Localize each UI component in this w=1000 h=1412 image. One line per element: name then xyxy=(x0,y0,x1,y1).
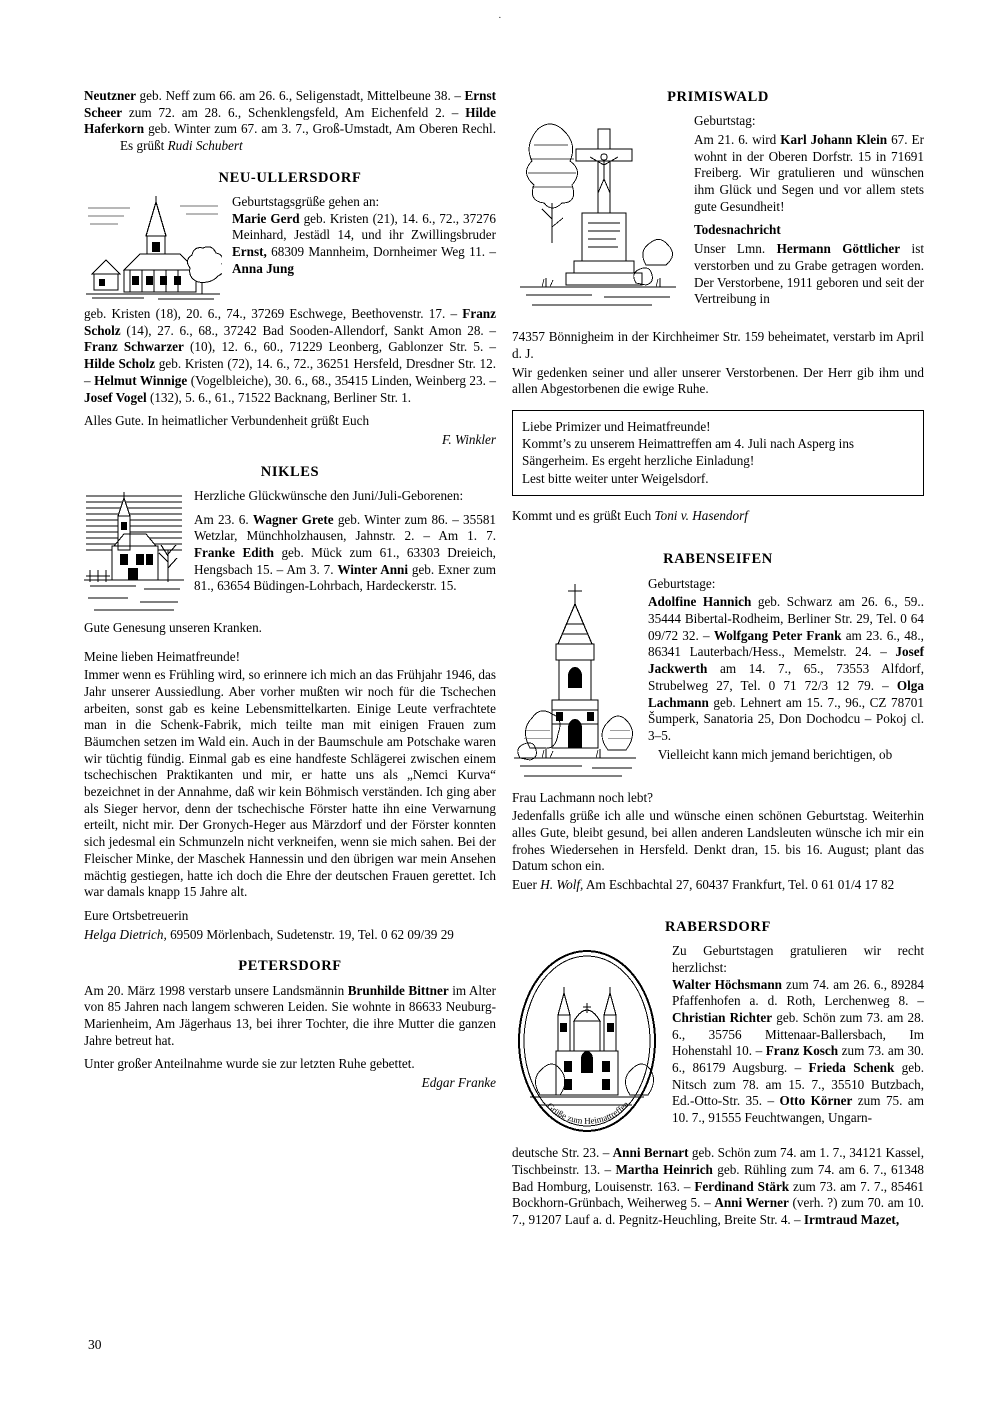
invitation-line-3: Lest bitte weiter unter Weigelsdorf. xyxy=(522,470,709,486)
oval-church-emblem-illustration xyxy=(512,945,662,1143)
invitation-line-2: Kommt’s zu unserem Heimattreffen am 4. Juli nach Asperg ins Sängerheim. Es ergeht herzliche Einladung! xyxy=(522,436,855,469)
primiswald-body: 74357 Bönnigheim in der Kirchheimer Str. 159 beheimatet, verstarb im April d. J. xyxy=(512,329,924,362)
primiswald-closing-name: Toni v. Hasendorf xyxy=(654,507,748,523)
rabenseifen-wrap-block xyxy=(512,576,924,790)
rabenseifen-sub: Geburtstage: xyxy=(648,575,716,591)
petersdorf-body2: Unter großer Anteilnahme wurde sie zur letzten Ruhe gebettet. xyxy=(84,1056,415,1072)
rabersdorf-body: deutsche Str. 23. – Anni Bernart geb. Schön zum 74. am 1. 7., 34121 Kassel, Tischbeinstr. 13. – Martha Heinrich geb. Rühling zum 74. am 6. 7., 61348 Bad Homburg, Louisenstr. 163. – Ferdinand Stärk zum 73. am 7. 7., 85461 Bockhorn-Grünbach, Weiherweg 5. – Anni Werner (verh. ?) zum 70. am 10. 7., 91207 Lauf a. d. Pegnitz-Heuchling, Breite Str. 4. – Irmtraud Mazet, xyxy=(512,1145,925,1227)
page-number: 30 xyxy=(88,1337,102,1352)
section-heading-petersdorf: PETERSDORF xyxy=(238,958,342,975)
petersdorf-body: Am 20. März 1998 verstarb unsere Landsmännin Brunhilde Bittner im Alter von 85 Jahren nach langem schweren Leiden. Sie wohnte in 86633 Neuburg-Marienheim, Am Jägerhaus 13, bei ihrer Tochter, die ihre Mutter die ganzen Jahre betreut hat. xyxy=(84,982,496,1048)
primiswald-body2: Wir gedenken seiner und aller unserer Verstorbenen. Der Herr gib ihm und allen Abgestorbenen die ewige Ruhe. xyxy=(512,364,924,397)
nikles-wrap-text: Herzliche Glückwünsche den Juni/Juli-Geborenen: xyxy=(194,487,464,503)
nikles-letter-body: Immer wenn es Frühling wird, so erinnere ich mich an das Frühjahr 1946, das Jahr unserer Aussiedlung. Aber vorher mußten wir noch für die Tschechen arbeiten, sonst gab es keine Lebensmittelkarten. Einige Leute verfrachtete man in die Schenk-Fabrik, mich teilte man mit einigen Frauen zum Bäumchen setzen im Wald ein. Auch in der Baumschule am Potschake waren wir tüchtig fündig. Einmal gab es eine handfeste Schlägerei zwischen einem tschechischen Praktikanten und mir, er hatte uns als „Nemci Kurva“ bezeichnet in der Annahme, daß wir kein Böhmisch verständen. Ich ging aber als Sieger hervor, denn der tschechische Förster hatte ihn eine Verwarnung erteilt, nicht mir. Der Gronych-Heger aus Märzdorf und der Förster konnten sich jedesmal ein Schmunzeln nicht verkneifen, wenn sie mich sahen. Bei der Fleischer Minke, der Maschek Hannessin und den übrigen war mein Ansehen mächtig gestiegen, hatte ich doch die Ehre der deutschen Frauen gerettet. Ich war damals knapp 15 Jahre alt. xyxy=(84,667,496,900)
section-heading-neu-ullersdorf: NEU-ULLERSDORF xyxy=(218,169,362,186)
petersdorf-signature: Edgar Franke xyxy=(421,1075,496,1091)
neu-ullersdorf-wrap-text: Geburtstagsgrüße gehen an: Marie Gerd geb. Kristen (21), 14. 6., 72., 37276 Meinhard, Jestädl 14, und ihr Zwillingsbruder Ernst, 68309 Mannheim, Dornheimer Weg 11. – Anna Jung xyxy=(232,194,496,276)
primiswald-sub2-text: Todesnachricht xyxy=(694,222,781,238)
neu-ullersdorf-closing: Alles Gute. In heimatlicher Verbundenheit grüßt Euch xyxy=(84,413,370,429)
rabenseifen-body2: Jedenfalls grüße ich alle und wünsche einen schönen Geburtstag. Weiterhin alles Gute, bleibt gesund, bei allen anderen Landsleuten wünsche ich mir ein frohes Wiedersehen in Hersfeld. Denkt dran, 15. bis 16. August; plant das Datum schon ein. xyxy=(512,808,924,874)
primiswald-wrap-block xyxy=(512,113,924,329)
intro-text: Neutzner geb. Neff zum 66. am 26. 6., Seligenstadt, Mittelbeune 38. – Ernst Scheer zum 72. am 28. 6., Schenklengsfeld, Am Eichenfeld 2. – Hilde Haferkorn geb. Winter zum 67. am 3. 7., Groß-Umstadt, Am Oberen Rechl. xyxy=(84,88,496,137)
nikles-sign-address: 69509 Mörlenbach, Sudetenstr. 19, Tel. 0 62 09/39 29 xyxy=(166,926,454,942)
section-heading-nikles: NIKLES xyxy=(260,463,320,480)
grave-cross-monument-illustration xyxy=(512,115,684,327)
section-heading-primiswald: PRIMISWALD xyxy=(667,89,769,105)
neu-ullersdorf-signature: F. Winkler xyxy=(442,431,496,447)
nikles-sign-role: Eure Ortsbetreuerin xyxy=(84,907,189,923)
nikles-wrap-block xyxy=(84,488,496,620)
rabenseifen-wrap-text2: Vielleicht kann mich jemand berichtigen, ob xyxy=(648,746,893,762)
nikles-sign-name: Helga Dietrich, xyxy=(84,926,167,942)
primiswald-wrap-text: Am 21. 6. wird Karl Johann Klein 67. Er wohnt in der Oberen Dorfstr. 15 in 71691 Freiberg. Wir gratulieren und wünschen ihm Glück und Segen und vor allem stets gute Gesundheit! xyxy=(694,132,924,214)
rabenseifen-body: Frau Lachmann noch lebt? xyxy=(512,789,653,805)
nikles-signature xyxy=(84,927,496,944)
church-village-illustration xyxy=(84,196,222,304)
rabersdorf-wrap-text: Zu Geburtstagen gratulieren wir recht herzlichst: Walter Höchsmann zum 74. am 26. 6., 89284 Pfaffenhofen a. d. Roth, Lerchenweg 8. – Christian Richter geb. Schön zum 73. am 28. 6., 35756 Mittenaar-Ballersbach, Im Hohenstahl 10. – Franz Kosch zum 73. am 30. 6., 86179 Augsburg. – Frieda Schenk geb. Nitsch zum 78. am 15. 7., 35510 Butzbach, Ed.-Otto-Str. 35. – Otto Körner zum 75. am 10. 7., 91555 Feuchtwangen, Ungarn- xyxy=(672,943,925,1126)
invitation-line-1: Liebe Primizer und Heimatfreunde! xyxy=(522,419,711,435)
rabenseifen-sign-address: Am Eschbachtal 27, 60437 Frankfurt, Tel. 0 61 01/4 17 82 xyxy=(583,877,895,893)
intro-signoff: Es grüßt Rudi Schubert xyxy=(120,138,243,154)
intro-paragraph xyxy=(84,88,496,155)
nikles-wrap-text2: Am 23. 6. Wagner Grete geb. Winter zum 86. – 35581 Wetzlar, Münchholzhausen, Jahnstr. 2. – Am 1. 7. Franke Edith geb. Mück zum 61., 63303 Dreieich, Hengsbach 15. – Am 3. 7. Winter Anni geb. Exner zum 81., 63654 Büdingen-Lohrbach, Hardeckerstr. 15. xyxy=(194,511,497,594)
invitation-box xyxy=(512,410,924,496)
neu-ullersdorf-body: geb. Kristen (18), 20. 6., 74., 37269 Eschwege, Beethovenstr. 17. – Franz Scholz (14), 27. 6., 68., 37242 Bad Sooden-Allendorf, Sankt Amon 28. – Franz Schwarzer (10), 12. 6., 60., 71229 Leonberg, Gablonzer Str. 5. – Hilde Scholz geb. Kristen (72), 14. 6., 72., 36251 Hersfeld, Dresdner Str. 12. – Helmut Winnige (Vogelbleiche), 30. 6., 68., 35415 Linden, Weinberg 23. – Josef Vogel (132), 5. 6., 61., 71522 Backnang, Berliner Str. 1. xyxy=(84,306,497,405)
rabenseifen-signature: Euer H. Wolf, Am Eschbachtal 27, 60437 Frankfurt, Tel. 0 61 01/4 17 82 xyxy=(512,877,895,893)
bell-tower-illustration xyxy=(512,578,638,788)
rabenseifen-sign-name: H. Wolf, xyxy=(540,877,584,893)
primiswald-wrap-text2: Unser Lmn. Hermann Göttlicher ist verstorben und zu Grabe getragen worden. Der Verstorbene, 1911 geboren und seit der Vertreibung in xyxy=(694,241,924,307)
top-mark: · xyxy=(498,12,502,24)
right-column xyxy=(512,88,924,1231)
neu-ullersdorf-wrap-block xyxy=(84,194,496,306)
svg-text:Grüße zum Heimattreffen: Grüße zum Heimattreffen xyxy=(545,1099,631,1127)
section-heading-rabersdorf: RABERSDORF xyxy=(665,918,771,935)
left-column xyxy=(84,88,496,1092)
primiswald-closing: Kommt und es grüßt Euch Toni v. Hasendorf xyxy=(512,507,748,523)
rabersdorf-wrap-block xyxy=(512,943,924,1145)
section-heading-rabenseifen: RABENSEIFEN xyxy=(663,551,773,568)
primiswald-sub1: Geburtstag: xyxy=(694,113,756,129)
chapel-winter-illustration xyxy=(84,490,184,618)
rabenseifen-wrap-text: Adolfine Hannich geb. Schwarz am 26. 6., 59.. 35444 Bibertal-Rodheim, Berliner Str. 29, Tel. 0 64 09/72 32. – Wolfgang Peter Frank am 23. 6., 48., 86341 Lauterbach/Hess., Memelstr. 24. – Josef Jackwerth am 14. 7., 65., 73553 Alfdorf, Strubelweg 27, Tel. 0 71 72/3 12 79. – Olga Lachmann geb. Lehnert am 15. 7., 96., CZ 78701 Šumperk, Sanatoria 25, Don Dochodcu – Pokoj cl. 3–5. xyxy=(648,594,924,743)
nikles-after: Gute Genesung unseren Kranken. xyxy=(84,619,262,635)
nikles-letter-greeting: Meine lieben Heimatfreunde! xyxy=(84,648,240,664)
intro-signoff-name: Rudi Schubert xyxy=(167,138,243,154)
